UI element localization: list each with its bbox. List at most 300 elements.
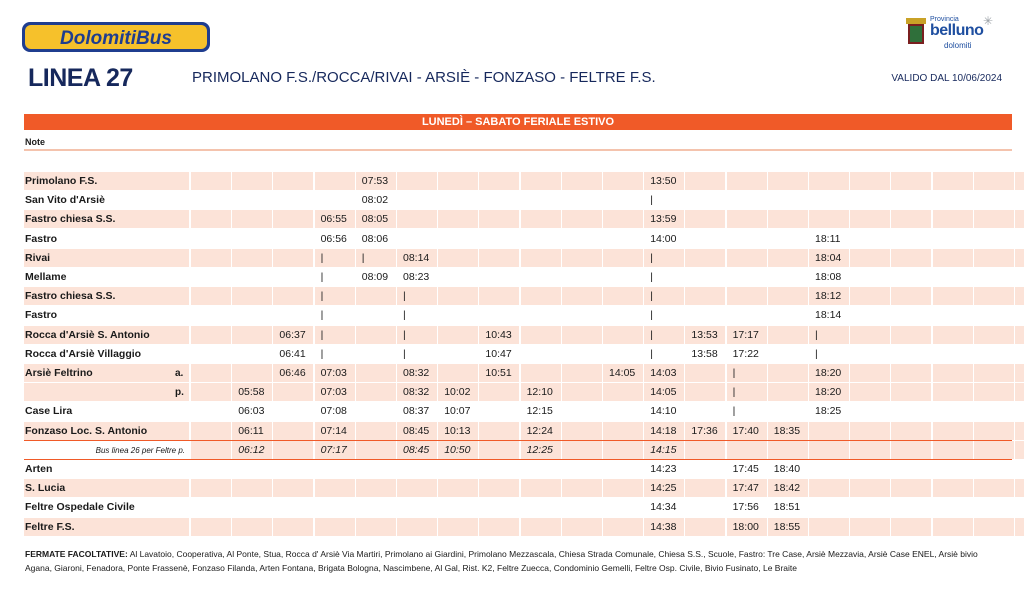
time-cell: 06:41: [279, 347, 306, 360]
stop-name: S. Lucia: [24, 479, 189, 497]
time-cell: [273, 172, 313, 190]
time-cell: [891, 172, 931, 190]
time-cell: |: [644, 287, 684, 305]
time-cell: [273, 230, 313, 248]
time-cell: [933, 498, 973, 516]
time-cell: [1015, 479, 1024, 497]
time-cell: [891, 402, 931, 420]
time-cell: |: [644, 326, 684, 344]
time-cell: [603, 460, 643, 478]
time-cell: [974, 479, 1014, 497]
time-cell: [1015, 383, 1024, 401]
time-cell: 06:12: [232, 441, 272, 459]
time-cell: [933, 441, 973, 459]
time-cell: [850, 518, 890, 536]
time-cell: [273, 498, 313, 516]
provincia-big: belluno: [930, 22, 984, 39]
time-cell: [562, 460, 602, 478]
time-cell: [974, 268, 1014, 286]
time-cell: [891, 306, 931, 324]
time-cell: |: [732, 405, 736, 418]
time-cell: [933, 210, 973, 228]
time-cell: [727, 191, 767, 209]
time-cell: [727, 172, 767, 190]
time-cell: [479, 249, 519, 267]
time-cell: [232, 268, 272, 286]
time-cell: [974, 383, 1014, 401]
stop-name: Arten: [25, 463, 53, 475]
time-cell: 10:07: [444, 405, 471, 418]
time-cell: [603, 287, 643, 305]
time-cell: [1015, 268, 1024, 286]
arrival-departure-marker: p.: [175, 387, 184, 399]
time-cell: [933, 460, 973, 478]
time-cell: [809, 441, 849, 459]
time-cell: [850, 268, 890, 286]
time-cell: [315, 460, 355, 478]
time-cell: [974, 364, 1014, 382]
time-cell: [850, 210, 890, 228]
time-cell: [232, 306, 272, 324]
time-cell: [1015, 441, 1024, 459]
time-cell: [479, 287, 519, 305]
line-number: LINEA 27: [28, 64, 133, 92]
timetable-row: [24, 326, 1012, 345]
time-cell: [479, 441, 519, 459]
time-cell: |: [397, 326, 437, 344]
time-cell: [850, 326, 890, 344]
time-cell: [562, 364, 602, 382]
time-cell: [438, 249, 478, 267]
time-cell: 07:53: [356, 172, 396, 190]
time-cell: [438, 287, 478, 305]
time-cell: [1015, 249, 1024, 267]
time-cell: [850, 345, 890, 363]
time-cell: [521, 249, 561, 267]
time-cell: [768, 402, 808, 420]
time-cell: [768, 345, 808, 363]
time-cell: [1015, 498, 1024, 516]
time-cell: [891, 345, 931, 363]
time-cell: [850, 441, 890, 459]
time-cell: [727, 210, 767, 228]
time-cell: 08:32: [397, 383, 437, 401]
time-cell: [727, 441, 767, 459]
time-cell: [315, 191, 355, 209]
time-cell: [232, 287, 272, 305]
time-cell: [933, 345, 973, 363]
time-cell: [479, 306, 519, 324]
time-cell: [562, 498, 602, 516]
time-cell: [438, 364, 478, 382]
time-cell: [850, 498, 890, 516]
time-cell: [768, 326, 808, 344]
stop-name: Fastro: [25, 232, 58, 245]
time-cell: 14:18: [644, 422, 684, 440]
time-cell: [933, 249, 973, 267]
time-cell: [933, 383, 973, 401]
stop-name: Arsiè Feltrino: [24, 364, 189, 382]
time-cell: 13:53: [685, 326, 725, 344]
time-cell: 08:09: [361, 271, 389, 283]
time-cell: [521, 191, 561, 209]
time-cell: 18:20: [809, 383, 849, 401]
time-cell: [479, 479, 519, 497]
time-cell: [727, 268, 767, 286]
time-cell: [438, 518, 478, 536]
time-cell: [809, 210, 849, 228]
time-cell: 18:11: [815, 232, 841, 245]
stop-name: Rocca d'Arsiè S. Antonio: [24, 326, 189, 344]
time-cell: [974, 249, 1014, 267]
time-cell: [273, 306, 313, 324]
time-cell: 18:14: [815, 309, 842, 322]
time-cell: 08:45: [397, 422, 437, 440]
timetable-row: [24, 383, 1012, 402]
time-cell: [850, 422, 890, 440]
time-cell: 18:08: [815, 271, 842, 283]
time-cell: |: [403, 347, 406, 360]
time-cell: [603, 326, 643, 344]
time-cell: [562, 268, 602, 286]
time-cell: 18:42: [768, 479, 808, 497]
time-cell: [933, 191, 973, 209]
timetable-row: [24, 479, 1012, 498]
time-cell: [273, 383, 313, 401]
connection-label: Bus linea 26 per Feltre p.: [95, 445, 185, 455]
route-title: PRIMOLANO F.S./ROCCA/RIVAI - ARSIÈ - FONZASO - FELTRE F.S.: [192, 69, 656, 86]
time-cell: [273, 402, 313, 420]
time-cell: 14:10: [650, 405, 677, 418]
time-cell: |: [809, 326, 849, 344]
time-cell: [521, 210, 561, 228]
time-cell: [974, 287, 1014, 305]
time-cell: |: [315, 326, 355, 344]
time-cell: [232, 326, 272, 344]
time-cell: [479, 422, 519, 440]
time-cell: [809, 498, 849, 516]
time-cell: [974, 172, 1014, 190]
time-cell: [603, 441, 643, 459]
time-cell: [273, 210, 313, 228]
time-cell: 13:58: [691, 347, 718, 360]
time-cell: 10:50: [438, 441, 478, 459]
time-cell: 18:04: [809, 249, 849, 267]
time-cell: [1015, 518, 1024, 536]
time-cell: [562, 287, 602, 305]
time-cell: 14:34: [650, 501, 677, 514]
time-cell: [479, 268, 519, 286]
timetable-row: [24, 498, 1012, 517]
time-cell: [974, 326, 1014, 344]
time-cell: [768, 383, 808, 401]
time-cell: [232, 479, 272, 497]
time-cell: [809, 479, 849, 497]
time-cell: [891, 479, 931, 497]
time-cell: [891, 287, 931, 305]
time-cell: [562, 402, 602, 420]
time-cell: [438, 268, 478, 286]
time-cell: |: [727, 383, 767, 401]
timetable-row: [24, 441, 1012, 460]
time-cell: [933, 479, 973, 497]
time-cell: [727, 230, 767, 248]
time-cell: |: [320, 347, 324, 360]
time-cell: 06:56: [320, 232, 347, 245]
time-cell: [850, 402, 890, 420]
time-cell: [356, 498, 396, 516]
time-cell: [768, 287, 808, 305]
time-cell: [933, 364, 973, 382]
time-cell: [685, 364, 725, 382]
time-cell: [191, 191, 231, 209]
time-cell: |: [650, 309, 653, 322]
time-cell: 12:10: [521, 383, 561, 401]
time-cell: [809, 191, 849, 209]
time-cell: [479, 402, 519, 420]
time-cell: 18:51: [773, 501, 801, 514]
time-cell: [521, 479, 561, 497]
time-cell: [603, 210, 643, 228]
time-cell: [273, 249, 313, 267]
stop-name: Case Lira: [25, 405, 73, 418]
time-cell: [685, 460, 725, 478]
time-cell: [891, 191, 931, 209]
time-cell: [685, 306, 725, 324]
time-cell: [191, 498, 231, 516]
stop-name: Fastro chiesa S.S.: [24, 287, 189, 305]
time-cell: [438, 306, 478, 324]
time-cell: [850, 249, 890, 267]
time-cell: 07:08: [320, 405, 347, 418]
time-cell: 08:45: [397, 441, 437, 459]
time-cell: [562, 383, 602, 401]
timetable-row: [24, 460, 1012, 479]
time-cell: [438, 191, 478, 209]
time-cell: |: [650, 194, 653, 207]
timetable-row: [24, 364, 1012, 383]
time-cell: |: [397, 287, 437, 305]
stop-name: Primolano F.S.: [24, 172, 189, 190]
time-cell: [603, 268, 643, 286]
time-cell: 18:55: [768, 518, 808, 536]
time-cell: |: [315, 287, 355, 305]
time-cell: [974, 498, 1014, 516]
time-cell: [768, 268, 808, 286]
time-cell: 18:20: [809, 364, 849, 382]
time-cell: [850, 172, 890, 190]
time-cell: [562, 210, 602, 228]
stop-name: Fastro: [25, 309, 58, 322]
time-cell: [603, 306, 643, 324]
time-cell: [933, 172, 973, 190]
time-cell: [685, 518, 725, 536]
time-cell: 08:14: [397, 249, 437, 267]
time-cell: [933, 306, 973, 324]
stop-name: Feltre Ospedale Civile: [25, 501, 135, 514]
time-cell: [891, 210, 931, 228]
time-cell: [603, 172, 643, 190]
time-cell: [685, 210, 725, 228]
time-cell: [974, 460, 1014, 478]
time-cell: [974, 230, 1014, 248]
time-cell: [562, 249, 602, 267]
time-cell: [397, 498, 437, 516]
time-cell: [685, 230, 725, 248]
stop-name: Fonzaso Loc. S. Antonio: [24, 422, 189, 440]
time-cell: 07:03: [315, 364, 355, 382]
time-cell: 17:36: [685, 422, 725, 440]
time-cell: [974, 441, 1014, 459]
time-cell: [562, 306, 602, 324]
time-cell: 08:02: [361, 194, 389, 207]
time-cell: [397, 230, 437, 248]
time-cell: 13:50: [644, 172, 684, 190]
time-cell: 10:02: [438, 383, 478, 401]
time-cell: [974, 306, 1014, 324]
time-cell: [521, 364, 561, 382]
time-cell: [562, 441, 602, 459]
optional-stops-text: Al Lavatoio, Cooperativa, Al Ponte, Stua, Rocca d' Arsiè Via Martiri, Primolano ai Giardini, Primolano Mezzascala, Chiesa Strada Comunale, Chiesa S.S., Scuole, Fastro: Tre Case, Arsiè Mezzavia, Arsiè Case ENEL, Arsiè bivio Agana, Giaroni, Fenadora, Ponte Frassenè, Fonzaso Filanda, Arten Fontana, Brigata Bologna, Nascimbene, Al Gal, Rist. K2, Feltre Zuecca, Condominio Gemelli, Feltre Osp. Civile, Bivio Fusinato, Le Braite: [25, 549, 978, 573]
time-cell: [685, 479, 725, 497]
time-cell: 14:00: [650, 232, 677, 245]
time-cell: [479, 460, 519, 478]
time-cell: [850, 230, 890, 248]
time-cell: [603, 518, 643, 536]
time-cell: [603, 479, 643, 497]
time-cell: [768, 172, 808, 190]
time-cell: [562, 518, 602, 536]
time-cell: [191, 518, 231, 536]
time-cell: [521, 172, 561, 190]
time-cell: [603, 230, 643, 248]
time-cell: [191, 422, 231, 440]
time-cell: 18:25: [815, 405, 842, 418]
time-cell: [891, 230, 931, 248]
time-cell: 10:13: [438, 422, 478, 440]
time-cell: [809, 518, 849, 536]
time-cell: [562, 326, 602, 344]
time-cell: [438, 345, 478, 363]
time-cell: [356, 518, 396, 536]
time-cell: [273, 422, 313, 440]
time-cell: [479, 210, 519, 228]
time-cell: 18:35: [768, 422, 808, 440]
time-cell: 14:05: [644, 383, 684, 401]
time-cell: 07:03: [315, 383, 355, 401]
time-cell: |: [315, 249, 355, 267]
time-cell: [891, 249, 931, 267]
time-cell: [891, 383, 931, 401]
stop-name: [24, 383, 189, 401]
time-cell: [191, 326, 231, 344]
time-cell: [891, 441, 931, 459]
time-cell: |: [650, 271, 653, 283]
time-cell: [232, 230, 272, 248]
time-cell: [768, 210, 808, 228]
time-cell: [356, 287, 396, 305]
timetable-row: [24, 210, 1012, 229]
timetable-row: [24, 306, 1012, 325]
timetable-row: [24, 230, 1012, 249]
provincia-belluno-logo: [904, 14, 1004, 56]
time-cell: 10:47: [485, 347, 512, 360]
time-cell: |: [403, 309, 406, 322]
time-cell: [850, 460, 890, 478]
time-cell: [850, 479, 890, 497]
time-cell: [438, 210, 478, 228]
time-cell: [191, 249, 231, 267]
time-cell: [850, 287, 890, 305]
time-cell: 14:05: [603, 364, 643, 382]
time-cell: [685, 268, 725, 286]
time-cell: [273, 479, 313, 497]
time-cell: [974, 345, 1014, 363]
time-cell: 18:12: [809, 287, 849, 305]
time-cell: [562, 230, 602, 248]
logo-text: DolomitiBus: [60, 28, 172, 49]
time-cell: 17:47: [727, 479, 767, 497]
time-cell: 06:37: [273, 326, 313, 344]
time-cell: [232, 172, 272, 190]
stop-name: Rocca d'Arsiè Villaggio: [25, 347, 142, 360]
time-cell: [727, 249, 767, 267]
timetable-row: [24, 287, 1012, 306]
time-cell: [685, 287, 725, 305]
time-cell: [479, 498, 519, 516]
time-cell: [191, 268, 231, 286]
time-cell: [521, 498, 561, 516]
time-cell: [397, 172, 437, 190]
time-cell: [891, 518, 931, 536]
timetable-row: [24, 172, 1012, 191]
time-cell: 17:17: [727, 326, 767, 344]
time-cell: [1015, 306, 1024, 324]
time-cell: [521, 345, 561, 363]
optional-stops: [25, 547, 1000, 575]
time-cell: [933, 518, 973, 536]
time-cell: 17:45: [732, 463, 759, 475]
time-cell: |: [320, 309, 324, 322]
time-cell: [397, 191, 437, 209]
time-cell: 17:22: [732, 347, 759, 360]
time-cell: [603, 191, 643, 209]
stop-name: Mellame: [25, 271, 67, 283]
time-cell: [809, 422, 849, 440]
time-cell: [397, 479, 437, 497]
time-cell: 07:14: [315, 422, 355, 440]
time-cell: [397, 460, 437, 478]
time-cell: [809, 460, 849, 478]
time-cell: [974, 402, 1014, 420]
time-cell: 05:58: [232, 383, 272, 401]
time-cell: [232, 191, 272, 209]
time-cell: |: [815, 347, 818, 360]
timetable-row: [24, 518, 1012, 537]
note-divider: [24, 149, 1012, 151]
time-cell: [397, 210, 437, 228]
connection-separator: [24, 440, 1012, 441]
time-cell: [191, 460, 231, 478]
time-cell: [191, 230, 231, 248]
time-cell: [1015, 460, 1024, 478]
time-cell: [315, 172, 355, 190]
stop-name: Fastro chiesa S.S.: [24, 210, 189, 228]
time-cell: [1015, 364, 1024, 382]
time-cell: 14:25: [644, 479, 684, 497]
time-cell: [809, 172, 849, 190]
timetable-row: [24, 268, 1012, 287]
